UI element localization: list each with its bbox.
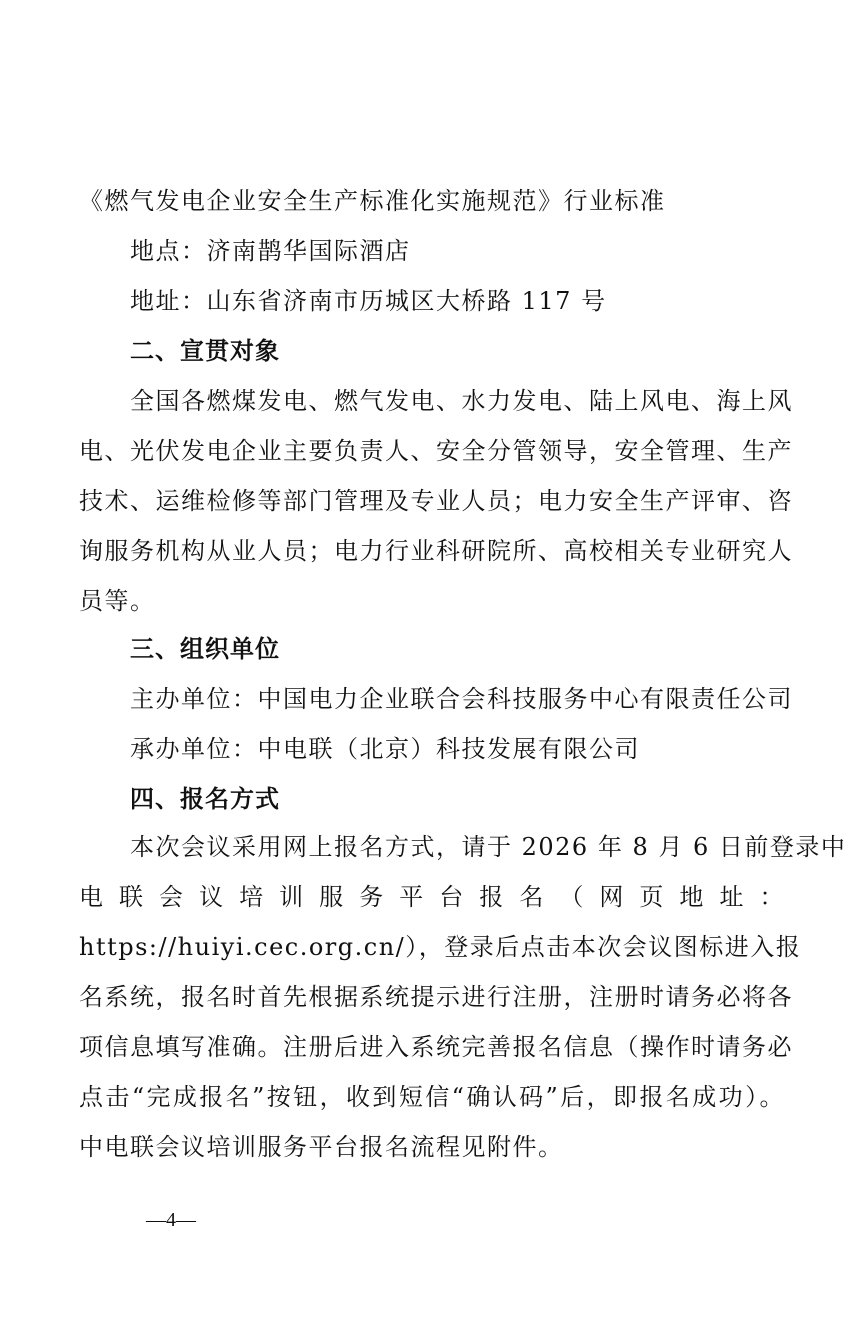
registration-url-line: https://huiyi.cec.org.cn/），登录后点击本次会议图标进入报 xyxy=(79,933,802,961)
registration-paragraph-line: 本次会议采用网上报名方式，请于 2026 年 8 月 6 日前登录中 xyxy=(130,833,847,861)
audience-paragraph-line: 技术、运维检修等部门管理及专业人员；电力安全生产评审、咨 xyxy=(79,487,793,515)
audience-paragraph-line: 全国各燃煤发电、燃气发电、水力发电、陆上风电、海上风 xyxy=(130,387,793,415)
section-heading-organizers: 三、组织单位 xyxy=(130,635,280,663)
host-organization-line: 主办单位：中国电力企业联合会科技服务中心有限责任公司 xyxy=(130,685,793,713)
audience-paragraph-line: 员等。 xyxy=(79,587,156,615)
registration-paragraph-line: 电 联 会 议 培 训 服 务 平 台 报 名 （ 网 页 地 址 ： xyxy=(79,883,785,911)
registration-paragraph-line: 名系统，报名时首先根据系统提示进行注册，注册时请务必将各 xyxy=(79,983,793,1011)
registration-paragraph-line: 中电联会议培训服务平台报名流程见附件。 xyxy=(79,1133,564,1161)
section-heading-registration: 四、报名方式 xyxy=(130,785,280,813)
page-number: —4— xyxy=(146,1209,196,1231)
co-organizer-line: 承办单位：中电联（北京）科技发展有限公司 xyxy=(130,735,640,763)
registration-paragraph-line: 点击“完成报名”按钮，收到短信“确认码”后，即报名成功）。 xyxy=(79,1083,785,1111)
audience-paragraph-line: 电、光伏发电企业主要负责人、安全分管领导，安全管理、生产 xyxy=(79,437,793,465)
address-line: 地址：山东省济南市历城区大桥路 117 号 xyxy=(130,287,607,315)
registration-paragraph-line: 项信息填写准确。注册后进入系统完善报名信息（操作时请务必 xyxy=(79,1033,793,1061)
section-heading-audience: 二、宣贯对象 xyxy=(130,337,280,365)
location-line: 地点：济南鹊华国际酒店 xyxy=(130,237,411,265)
standard-title-line: 《燃气发电企业安全生产标准化实施规范》行业标准 xyxy=(79,187,666,215)
audience-paragraph-line: 询服务机构从业人员；电力行业科研院所、高校相关专业研究人 xyxy=(79,537,793,565)
